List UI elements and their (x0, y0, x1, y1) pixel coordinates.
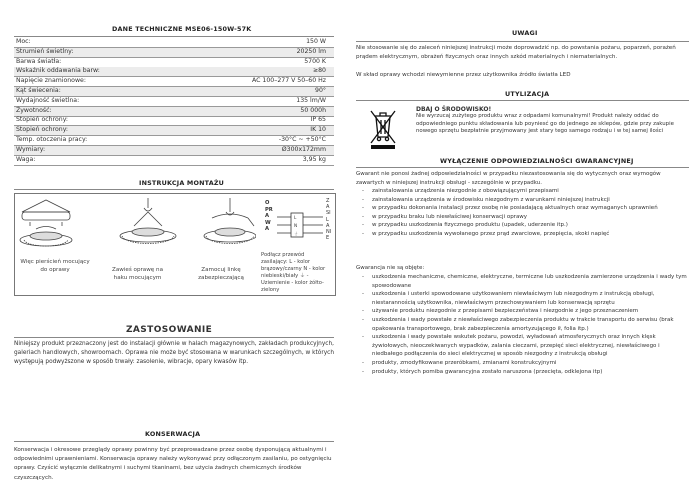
tech-row-label: Stopień ochrony: (16, 126, 69, 134)
crossed-bin-icon (368, 107, 398, 149)
install-step3-caption: Zamocuj linkę zabezpieczającą (198, 267, 244, 281)
tech-row (14, 67, 334, 77)
list-item: - w przypadku uszkodzenia wywołanego przez prąd zwarciowe, przepięcia, skoki napięć (356, 230, 689, 239)
tech-row-value: ≥80 (312, 67, 326, 75)
notes-text-2: W skład oprawy wchodzi niewymienne przez użytkownika źródło światła LED (356, 72, 571, 78)
svg-text:⏚: ⏚ (294, 231, 299, 236)
tech-row-value: 135 lm/W (296, 96, 326, 104)
tech-row-value: 20250 lm (296, 47, 326, 55)
list-item: - w przypadku braku lub niewłaściwej konserwacji oprawy (356, 213, 689, 222)
tech-row-label: Stopień ochrony: (16, 116, 69, 124)
tech-row-value: 50 000h (300, 106, 326, 114)
list-item: - używanie produktu niezgodnie z przepisami bezpieczeństwa i niezgodnie z jego przeznaczeniem (356, 307, 689, 316)
tech-row (14, 38, 334, 48)
warranty-intro: Gwarant nie ponosi żadnej odpowiedzialności w przypadku niezastosowania się do wytycznych oraz wymogów zawartych w niniejszej instrukcji obsługi - szczególnie w przypadku. (356, 171, 661, 186)
usage-title: ZASTOSOWANIE (126, 325, 213, 335)
tech-row-label: Moc: (16, 38, 31, 45)
tech-row-value: -30°C ~ +50°C (278, 136, 326, 143)
notes-title: UWAGI (512, 29, 538, 37)
list-item: - zainstalowania urządzenia w środowisku niezgodnym z warunkami niniejszej instrukcji (356, 196, 689, 205)
tech-row-value: 5700 K (304, 57, 326, 65)
tech-row (14, 156, 334, 166)
disposal-heading: DBAJ O ŚRODOWISKO! (416, 106, 492, 113)
list-item: - produkty, zmodyfikowane przeróbkami, zmianami konstrukcyjnymi (356, 359, 689, 368)
warranty-not-covered-label: Gwarancja nie są objęte: (356, 265, 425, 271)
tech-title: DANE TECHNICZNE MSE06-150W-57K (112, 25, 252, 33)
list-item: - uszkodzenia i usterki spowodowane użytkowaniem niewłaściwym lub niezgodnym z instrukcją obsługi, niestarannością użytkownika, niewłaściwym przechowywaniem lub konserwacją sprzętu (356, 290, 689, 307)
tech-row-label: Temp. otoczenia pracy: (16, 136, 88, 143)
list-item: - w przypadku dokonania instalacji przez osobę nie posiadającą aktualnych oraz wymaganych uprawnień (356, 204, 689, 213)
warranty-title: WYŁĄCZENIE ODPOWIEDZIALNOŚCI GWARANCYJNEJ (440, 157, 634, 165)
install-step2-caption: Zawieś oprawę na haku mocującym (112, 267, 163, 281)
warranty-exclusions-list (356, 187, 689, 239)
tech-row (14, 48, 334, 58)
list-item: - uszkodzenia i wady powstałe wskutek pożaru, powodzi, wyładowań atmosferycznych oraz innych klęsk żywiołowych, nieoczekiwanych wypadków, zalania cieczami, przepięć sieci elektrycznej, niewłaściwego i niedbałego podłączenia do sieci elektrycznej w sposób niezgodny z instrukcją obsługi (356, 333, 689, 359)
svg-text:N: N (294, 223, 298, 228)
luminaire-side-label: OPRAWA (265, 200, 273, 233)
tech-row-value: Ø300x172mm (281, 145, 326, 153)
tech-row (14, 77, 334, 87)
tech-row (14, 126, 334, 136)
usage-text: Niniejszy produkt przeznaczony jest do instalacji głównie w halach magazynowych, zakładach produkcyjnych, galeriach handlowych, showroomach. Oprawa nie może być stosowana w warunkach szczególnych, w których występują podwyższone w sposób trwały: zasolenie, wibracje, opary kwasów itp. (14, 341, 334, 366)
tech-row (14, 97, 334, 107)
tech-row-label: Kąt świecenia: (16, 87, 61, 94)
disposal-text: Nie wyrzucaj zużytego produktu wraz z odpadami komunalnymi! Produkt należy oddać do odpowiedniego punktu składowania lub poyniesć go do jednego ze sklepów, gdzie przy zakupie nowego sprzętu bezpłatnie przyjmowany jest stary tego samego rodzaju i w tej samej ilości (416, 113, 674, 135)
tech-row (14, 87, 334, 97)
tech-row-label: Barwa światła: (16, 57, 62, 65)
list-item: - uszkodzenia i wady powstałe z niewłaściwego zabezpieczenia produktu w trakcie transportu do serwisu (brak opakowania transportowego, brak zabezpieczenia amortyzującego ił, folia itp.) (356, 316, 689, 333)
tech-row (14, 146, 334, 156)
tech-row (14, 116, 334, 126)
wiring-diagram (275, 203, 325, 251)
maintenance-text: Konserwacja i okresowe przeglądy oprawy powinny być przeprowadzane przez osobę dysponującą aktualnymi i odpowiednimi uprawnieniami. Konserwacja oprawy należy wykonywać przy odłączonym zasilaniu, po ostygnięciu oprawy. Czyścić wyłącznie delikatnymi i suchymi tkaninami, bez użycia żadnych chemicznych środków czyszczących. (14, 447, 332, 481)
wiring-caption: Podłącz przewód zasilający: L - kolor brązowy/czarny N - kolor niebieski/biały ⏚ - Uziemienie - kolor żółto-zielony (261, 252, 326, 293)
divider (356, 167, 689, 168)
supply-side-label: ZASILANIE (326, 198, 332, 242)
tech-row-label: Żywotność: (16, 106, 52, 114)
divider (14, 337, 334, 338)
notes-text-1: Nie stosowanie się do zaleceń niniejszej instrukcji może doprowadzić np. do powstania pożaru, poparzeń, porażeń prądem elektrycznym, obrażeń fizycznych oraz innych szkód materialnych i niematerialnych. (356, 45, 676, 61)
divider (14, 441, 334, 442)
tech-row (14, 136, 334, 146)
tech-row-value: IP 65 (310, 116, 326, 124)
svg-text:L: L (294, 215, 297, 220)
install-title: INSTRUKCJA MONTAŻU (139, 179, 225, 187)
warranty-not-covered-list (356, 273, 689, 376)
maintenance-title: KONSERWACJA (145, 430, 201, 438)
divider (14, 36, 334, 37)
tech-row-label: Waga: (16, 155, 36, 163)
tech-row-value: 90° (315, 87, 326, 94)
divider (356, 100, 689, 101)
install-steps-illustration (16, 196, 256, 256)
divider (356, 41, 689, 42)
divider (14, 189, 334, 190)
tech-row-value: 3,95 kg (302, 155, 326, 163)
list-item: - w przypadku uszkodzenia fizycznego produktu (upadek, uderzenie itp.) (356, 221, 689, 230)
tech-row-value: 150 W (306, 38, 326, 45)
tech-row-value: IK 10 (310, 126, 326, 134)
list-item: - produkty, których pomiba gwarancyjna zostało naruszona (przecięta, odklejona itp) (356, 368, 689, 377)
list-item: - uszkodzenia mechaniczne, chemiczne, elektryczne, termiczne lub uszkodzenia zamierzone urządzenia i wady tym spowodowane (356, 273, 689, 290)
tech-row-label: Napięcie znamionowe: (16, 77, 86, 85)
tech-row-label: Strumień świetlny: (16, 47, 74, 55)
list-item: - zainstalowania urządzenia niezgodnie z obowiązującymi przepisami (356, 187, 689, 196)
disposal-title: UTYLIZACJA (505, 90, 550, 98)
tech-row-label: Wskaźnik oddawania barw: (16, 67, 100, 75)
tech-row-value: AC 100–277 V 50–60 Hz (252, 77, 326, 85)
tech-row-label: Wymiary: (16, 145, 46, 153)
tech-row-label: Wydajność świetlna: (16, 96, 80, 104)
install-step1-caption: Więc pierścień mocujący do oprawy (20, 259, 90, 273)
